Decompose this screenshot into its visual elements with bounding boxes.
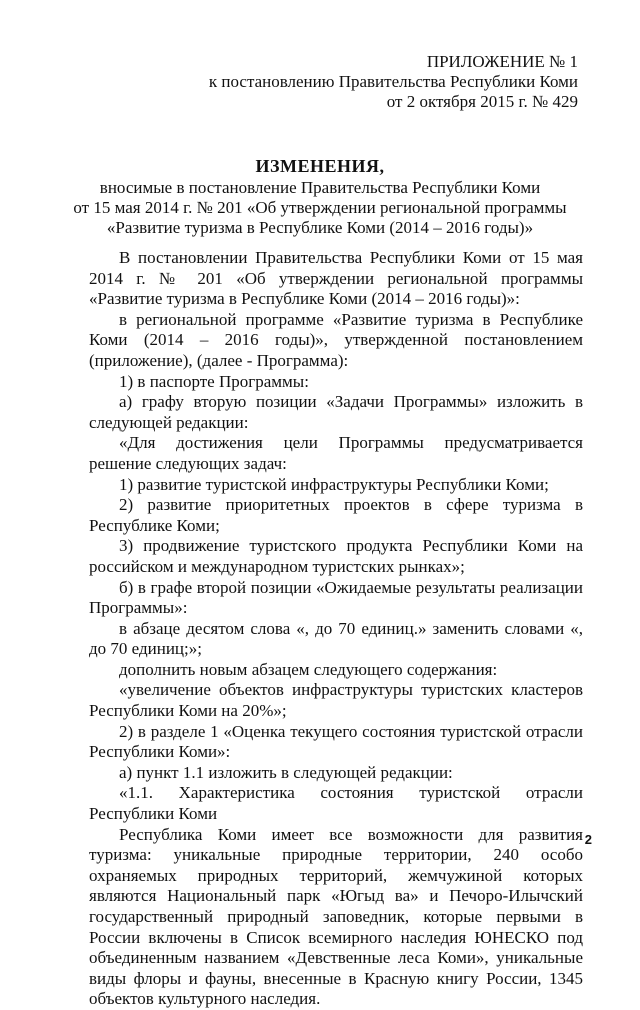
paragraph: Республика Коми имеет все возможности для развития туризма: уникальные природные территории, 240 особо охраняемых природных территорий, жемчужиной которых являются Национальный парк «Югыд ва» и Печоро-Илычский государственный природный заповедник, которые первыми в России включены в Список всемирного наследия ЮНЕСКО под объединенным названием «Девственные леса Коми», уникальные виды флоры и фауны, внесенные в Красную книгу России, 1345 объектов культурного наследия. xyxy=(89,824,583,1009)
paragraph: дополнить новым абзацем следующего содержания: xyxy=(119,659,498,679)
appendix-date: от 2 октября 2015 г. № 429 xyxy=(386,92,578,111)
paragraph: б) в графе второй позиции «Ожидаемые результаты реализации Программы»: xyxy=(89,577,583,618)
paragraph: в региональной программе «Развитие туризма в Республике Коми (2014 – 2016 годы)», утвержденной постановлением (приложение), (далее - Программа): xyxy=(89,309,583,370)
paragraph: «1.1. Характеристика состояния туристской отрасли Республики Коми xyxy=(89,783,583,824)
paragraph: 3) продвижение туристского продукта Республики Коми на российском и международном туристских рынках»; xyxy=(89,536,583,576)
appendix-header xyxy=(209,52,578,112)
paragraph: 1) развитие туристской инфраструктуры Республики Коми; xyxy=(119,474,549,494)
appendix-number: ПРИЛОЖЕНИЕ № 1 xyxy=(426,52,578,71)
paragraph: а) графу вторую позиции «Задачи Программы» изложить в следующей редакции: xyxy=(89,392,583,432)
paragraph: 1) в паспорте Программы: xyxy=(119,371,309,391)
document-title: ИЗМЕНЕНИЯ, xyxy=(255,156,385,176)
document-body xyxy=(89,248,583,1010)
page-number: 2 xyxy=(584,832,592,847)
document-heading xyxy=(40,156,600,238)
paragraph: 2) в разделе 1 «Оценка текущего состояния туристской отрасли Республики Коми»: xyxy=(89,721,583,762)
appendix-reference: к постановлению Правительства Республики Коми xyxy=(208,72,578,91)
paragraph: в абзаце десятом слова «, до 70 единиц.» заменить словами «, до 70 единиц;»; xyxy=(89,618,583,659)
paragraph: 2) развитие приоритетных проектов в сфере туризма в Республике Коми; xyxy=(89,495,583,535)
heading-line-2: от 15 мая 2014 г. № 201 «Об утверждении региональной программы xyxy=(73,198,567,217)
heading-line-3: «Развитие туризма в Республике Коми (2014 – 2016 годы)» xyxy=(106,218,534,237)
paragraph: «увеличение объектов инфраструктуры туристских кластеров Республики Коми на 20%»; xyxy=(89,680,583,721)
paragraph: В постановлении Правительства Республики Коми от 15 мая 2014 г. № 201 «Об утверждении региональной программы «Развитие туризма в Республике Коми (2014 – 2016 годы)»: xyxy=(89,248,583,309)
heading-line-1: вносимые в постановление Правительства Республики Коми xyxy=(99,178,541,197)
paragraph: «Для достижения цели Программы предусматривается решение следующих задач: xyxy=(89,433,583,473)
paragraph: а) пункт 1.1 изложить в следующей редакции: xyxy=(119,762,453,782)
